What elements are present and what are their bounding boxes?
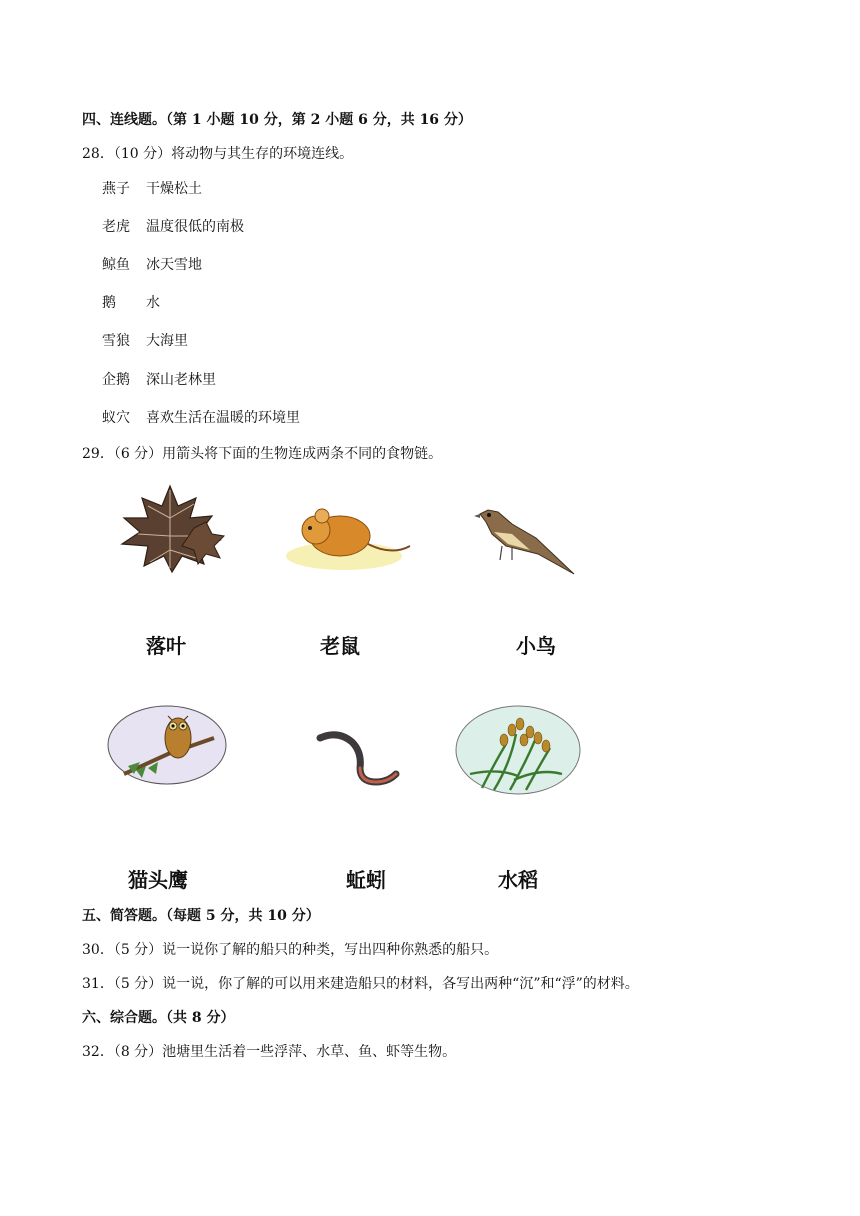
matching-pair xyxy=(102,217,244,237)
habitat-label: 温度很低的南极 xyxy=(146,219,244,235)
question-32-stem: 32．（8 分）池塘里生活着一些浮萍、水草、鱼、虾等生物。 xyxy=(82,1044,457,1060)
animal-label: 鹅 xyxy=(102,295,116,311)
organism-label-bird: 小鸟 xyxy=(516,634,556,658)
matching-pair xyxy=(102,408,300,428)
habitat-label: 水 xyxy=(146,295,160,311)
owl-icon xyxy=(106,704,228,786)
organism-label-owl: 猫头鹰 xyxy=(128,868,188,892)
section-heading-short-answer: 五、简答题。（每题 5 分，共 10 分） xyxy=(82,908,320,924)
animal-label: 老虎 xyxy=(102,219,130,235)
animal-label: 燕子 xyxy=(102,181,130,197)
fallen-leaves-icon xyxy=(108,478,232,578)
habitat-label: 冰天雪地 xyxy=(146,257,202,273)
matching-pair xyxy=(102,370,216,390)
section-heading-matching: 四、连线题。（第 1 小题 10 分，第 2 小题 6 分，共 16 分） xyxy=(82,112,472,128)
rice-plant-icon xyxy=(454,704,582,796)
organism-label-rice: 水稻 xyxy=(498,868,538,892)
matching-pair xyxy=(102,331,188,351)
matching-pair xyxy=(102,293,160,313)
mouse-icon xyxy=(282,500,416,576)
question-29-stem: 29．（6 分）用箭头将下面的生物连成两条不同的食物链。 xyxy=(82,446,443,462)
organism-label-mouse: 老鼠 xyxy=(320,634,360,658)
animal-label: 雪狼 xyxy=(102,333,130,349)
habitat-label: 干燥松土 xyxy=(146,181,202,197)
animal-label: 企鹅 xyxy=(102,372,130,388)
bird-icon xyxy=(472,498,578,580)
question-31-stem: 31．（5 分）说一说，你了解的可以用来建造船只的材料，各写出两种“沉”和“浮”的材料。 xyxy=(82,976,639,992)
matching-pair xyxy=(102,255,202,275)
animal-label: 鲸鱼 xyxy=(102,257,130,273)
organism-label-fallen-leaves: 落叶 xyxy=(146,634,186,658)
question-30-stem: 30．（5 分）说一说你了解的船只的种类，写出四种你熟悉的船只。 xyxy=(82,942,499,958)
organism-label-earthworm: 蚯蚓 xyxy=(346,868,386,892)
section-heading-comprehensive: 六、综合题。（共 8 分） xyxy=(82,1010,235,1026)
habitat-label: 大海里 xyxy=(146,333,188,349)
earthworm-icon xyxy=(316,724,400,790)
question-28-stem: 28．（10 分）将动物与其生存的环境连线。 xyxy=(82,146,354,162)
animal-label: 蚁穴 xyxy=(102,410,130,426)
habitat-label: 深山老林里 xyxy=(146,372,216,388)
habitat-label: 喜欢生活在温暖的环境里 xyxy=(146,410,300,426)
matching-pair xyxy=(102,179,202,199)
